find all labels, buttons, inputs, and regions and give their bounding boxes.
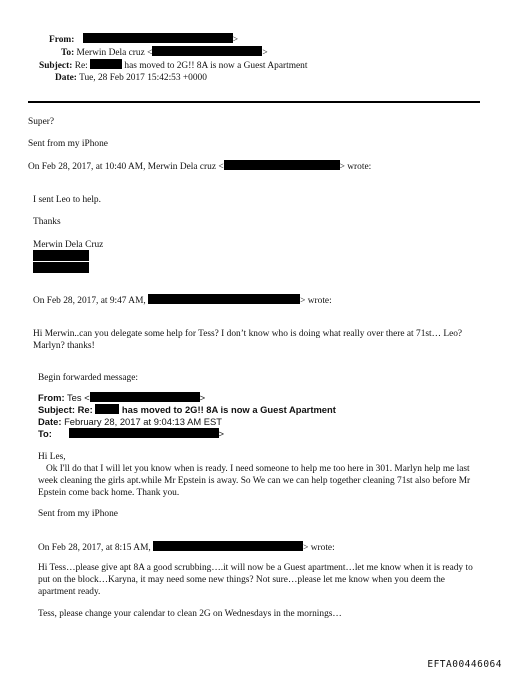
redaction-box — [90, 392, 200, 402]
to-close: > — [262, 48, 268, 58]
quote3-on-pre: On Feb 28, 2017, at 8:15 AM, — [38, 543, 151, 553]
quote3-attribution — [38, 541, 335, 554]
to-label: To: — [61, 48, 75, 58]
forward-to — [38, 428, 224, 440]
quote2-on-post: > wrote: — [300, 296, 332, 306]
forward-from-label: From: — [38, 392, 65, 403]
quote2-on-pre: On Feb 28, 2017, at 9:47 AM, — [33, 296, 146, 306]
redaction-box — [95, 404, 119, 414]
quote3-on-post: > wrote: — [303, 543, 335, 553]
from-close: > — [232, 35, 238, 45]
forward-subject-pre: Re: — [77, 404, 93, 415]
forward-date-value: February 28, 2017 at 9:04:13 AM EST — [64, 416, 222, 427]
redaction-box — [148, 294, 300, 304]
header-to — [61, 46, 268, 59]
reply-signature: Sent from my iPhone — [28, 139, 108, 149]
forward-to-label: To: — [38, 428, 52, 439]
tess-signature: Sent from my iPhone — [38, 509, 118, 519]
forward-to-close: > — [218, 428, 224, 439]
quote1-attribution — [28, 160, 371, 173]
redaction-box — [153, 541, 303, 551]
forward-subject-post: has moved to 2G!! 8A is now a Guest Apartment — [121, 404, 336, 415]
forward-from-close: > — [199, 392, 206, 403]
header-date — [55, 72, 207, 84]
redaction-box — [33, 250, 89, 261]
tess-body: Ok I'll do that I will let you know when is ready. I need someone to help me too here in 301. Marlyn help me last week cleaning the girls apt.while Mr Epstein is away. So We can we can help together cleaning 71st also before Mr Epstein come back home. Thank you. — [38, 464, 471, 499]
redaction-box — [90, 59, 122, 69]
redaction-box — [69, 428, 219, 438]
quote1-name: Merwin Dela Cruz — [33, 240, 104, 250]
forward-intro: Begin forwarded message: — [38, 373, 138, 383]
redaction-box — [33, 262, 89, 273]
quote3-body1: Hi Tess…please give apt 8A a good scrubbing….it will now be a Guest apartment…let me know when it is ready to put on the block…Karyna, it may need some new things? Not sure…please let me know when you deem the apartment ready. — [38, 563, 473, 598]
quote1-on-post: > wrote: — [339, 162, 372, 172]
header-subject — [39, 59, 307, 72]
quote3-body2: Tess, please change your calendar to clean 2G on Wednesdays in the mornings… — [38, 609, 342, 619]
from-label: From: — [49, 35, 75, 45]
forward-from-value: Tes < — [67, 392, 90, 403]
subject-post: has moved to 2G!! 8A is now a Guest Apartment — [124, 61, 308, 71]
subject-pre: Re: — [74, 61, 88, 71]
quote2-attribution — [33, 294, 332, 307]
forward-date — [38, 416, 222, 428]
redaction-box — [152, 46, 262, 56]
forward-from — [38, 392, 205, 404]
header-from — [49, 33, 238, 46]
quote2-body: Hi Merwin..can you delegate some help for Tess? I don’t know who is doing what really over there at 71st… Leo? Marlyn? thanks! — [33, 329, 463, 352]
bates-number: EFTA00446064 — [427, 658, 502, 670]
quote1-thanks: Thanks — [33, 217, 61, 227]
quote1-body: I sent Leo to help. — [33, 195, 101, 205]
redaction-box — [83, 33, 233, 43]
forward-subject-label: Subject: — [38, 404, 75, 415]
header-divider — [28, 101, 480, 103]
reply-text: Super? — [28, 117, 55, 127]
subject-label: Subject: — [39, 61, 73, 71]
forward-subject — [38, 404, 336, 416]
date-value: Tue, 28 Feb 2017 15:42:53 +0000 — [79, 73, 207, 83]
quote1-on-pre: On Feb 28, 2017, at 10:40 AM, Merwin Dela cruz < — [28, 162, 224, 172]
redaction-box — [224, 160, 340, 170]
forward-date-label: Date: — [38, 416, 62, 427]
tess-greeting: Hi Les, — [38, 452, 66, 462]
to-value: Merwin Dela cruz < — [76, 48, 153, 58]
date-label: Date: — [55, 73, 77, 83]
